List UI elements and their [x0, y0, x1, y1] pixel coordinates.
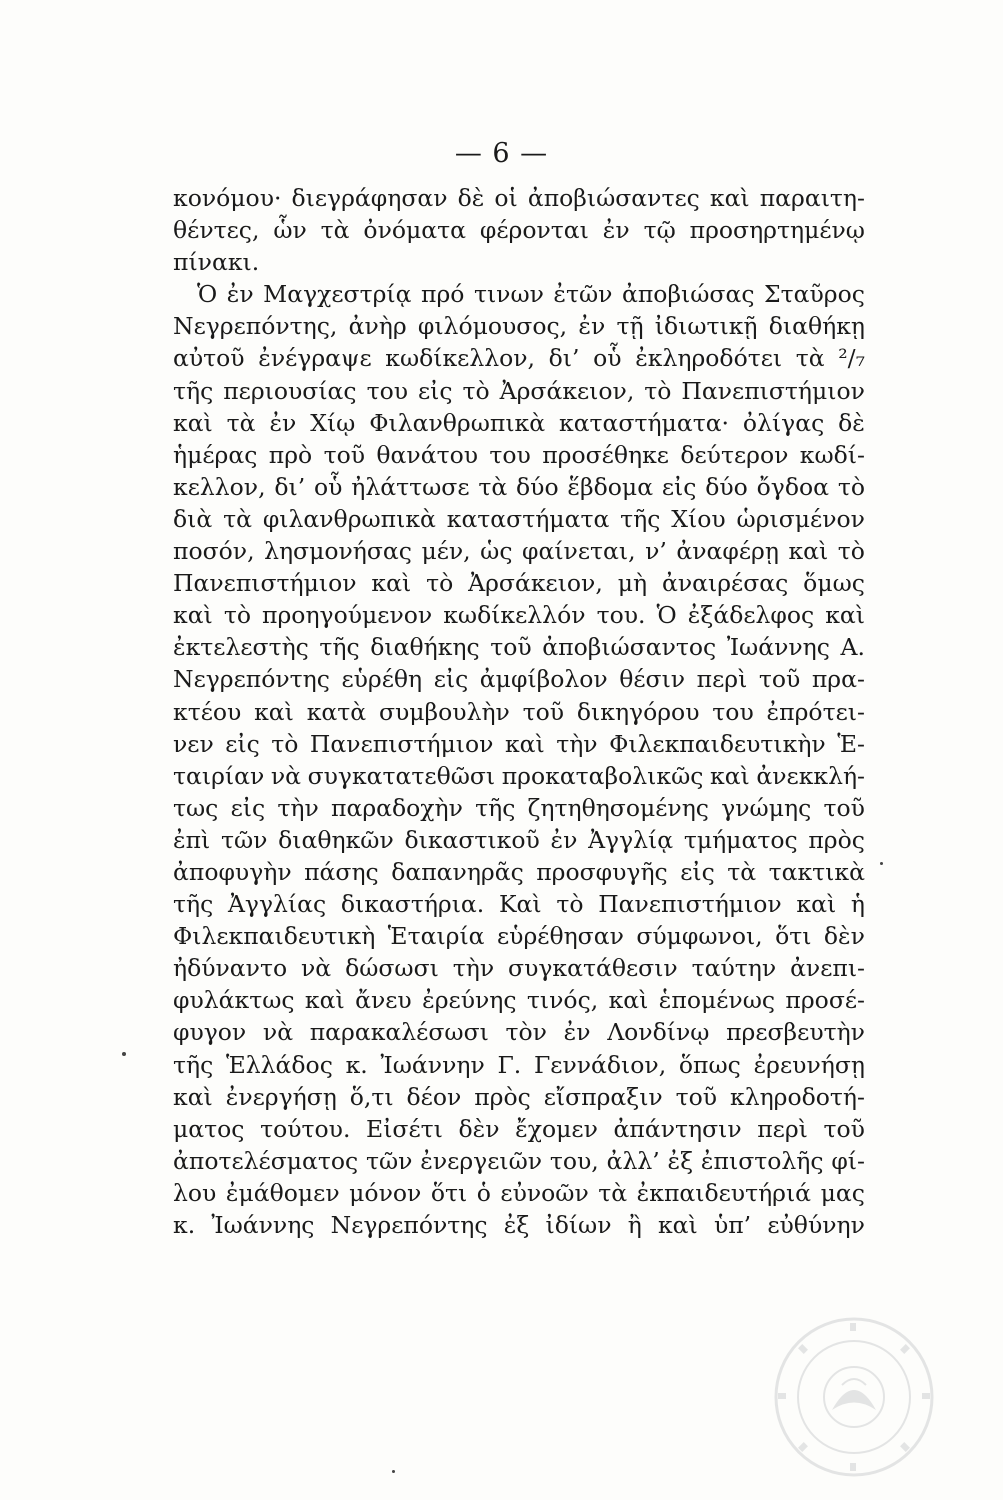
text-word: πρὸς: [474, 1082, 531, 1111]
text-word: δικηγόρου: [576, 697, 700, 726]
text-word: Πανεπιστήμιον: [309, 729, 494, 758]
text-word: ἐρευνήσῃ: [753, 1050, 865, 1079]
text-word: ²/₇: [838, 344, 865, 373]
text-word: προκαταβολικῶς: [501, 761, 704, 790]
text-line: [173, 278, 865, 310]
page-number: — 6 —: [454, 138, 549, 169]
text-word: εἰς: [680, 857, 715, 886]
text-word: νεν: [173, 729, 214, 758]
text-word: ἐτῶν: [553, 280, 613, 309]
text-word: ἐπρότει-: [766, 697, 865, 726]
text-line: [173, 1209, 865, 1241]
text-word: Σταῦρος: [764, 280, 865, 309]
text-word: ὅμως: [803, 569, 865, 598]
text-word: εὑρέθησαν: [497, 922, 624, 951]
text-word: εἴσπραξιν: [543, 1082, 663, 1111]
text-word: δώσωσι: [345, 954, 439, 983]
text-word: καταστήματα·: [559, 408, 730, 437]
text-line: [173, 663, 865, 695]
text-word: φαίνεται,: [522, 537, 636, 566]
text-word: καὶ: [304, 986, 345, 1015]
text-word: καὶ: [173, 1082, 213, 1111]
text-word: καὶ: [709, 184, 750, 212]
text-word: ἐν: [578, 312, 606, 341]
text-word: εὐνοῶν: [500, 1178, 589, 1207]
text-word: πρα-: [811, 665, 865, 694]
text-word: ἐν: [226, 280, 254, 309]
text-word: διεγράφησαν: [291, 184, 448, 212]
text-word: δι’: [274, 472, 306, 501]
text-word: δικαστικοῦ: [404, 825, 540, 854]
text-word: ματος: [173, 1114, 245, 1143]
text-word: τὸ: [837, 537, 865, 566]
text-line: [173, 952, 865, 984]
text-word: περιουσίας: [223, 376, 357, 405]
text-word: κωδίκελλόν: [443, 601, 586, 630]
text-word: ἀποβιώσας: [621, 280, 755, 309]
text-word: ἐνεργειῶν: [420, 1146, 543, 1175]
text-word: τὰ: [598, 1178, 628, 1207]
text-word: του: [366, 376, 408, 405]
text-word: θέντες,: [173, 216, 260, 245]
text-word: ἀναφέρῃ: [676, 537, 779, 566]
text-word: κελλον,: [173, 472, 266, 501]
text-word: φυγον: [173, 1018, 247, 1047]
text-word: τὰ: [727, 857, 757, 886]
text-word: ἐκτελεστὴς: [173, 633, 309, 662]
text-line: [173, 1016, 865, 1048]
text-word: Λονδίνῳ: [607, 1018, 710, 1047]
text-word: του,: [549, 1146, 599, 1175]
text-word: μόνον: [349, 1178, 422, 1207]
text-word: Ἀγγλίᾳ: [588, 825, 674, 854]
text-word: Ἀρσάκειον,: [499, 376, 635, 405]
text-word: Χίῳ: [310, 408, 356, 437]
text-word: Ἰωάννην: [380, 1050, 485, 1079]
text-word: τοῦ: [758, 665, 801, 694]
text-word: ἐν: [563, 1018, 591, 1047]
text-word: λησμονήσας: [264, 537, 412, 566]
text-word: ὑπ’: [713, 1211, 752, 1239]
text-word: Μαγχεστρίᾳ: [263, 280, 412, 309]
text-word: ἰδίων: [545, 1211, 612, 1239]
text-word: ὀνόματα: [363, 216, 467, 245]
text-word: ὧν: [273, 216, 307, 245]
text-word: Νεγρεπόντης,: [173, 312, 338, 341]
text-word: διαθηκῶν: [278, 825, 394, 854]
text-word: ὅ,τι: [349, 1082, 394, 1111]
text-word: τῆς: [173, 890, 214, 919]
text-word: ὅτι: [430, 1178, 468, 1207]
text-word: ν’: [645, 537, 667, 566]
text-word: ἕβδομα: [567, 472, 654, 501]
text-word: ἀνεπι-: [790, 954, 865, 983]
text-word: καὶ: [796, 890, 837, 919]
text-word: Ὁ: [197, 280, 218, 309]
text-word: εἰς: [230, 793, 266, 822]
text-word: σύμφωνοι,: [636, 922, 763, 951]
text-word: καταστήματα: [446, 504, 610, 533]
text-line: [173, 535, 865, 567]
text-word: τινός,: [526, 986, 599, 1015]
text-word: ἀποτελέσματος: [173, 1146, 359, 1175]
text-word: ὀλίγας: [742, 408, 825, 437]
text-word: Α.: [840, 633, 865, 662]
text-line: [173, 984, 865, 1016]
text-word: πάσης: [304, 857, 379, 886]
text-word: τούτου.: [260, 1114, 351, 1143]
text-word: καὶ: [608, 986, 649, 1015]
text-line: [173, 182, 865, 214]
text-word: ὡρισμένον: [736, 504, 865, 533]
text-word: τῶν: [366, 1146, 413, 1175]
text-word: οὗ: [314, 472, 343, 501]
text-word: τοῦ: [323, 440, 366, 469]
text-line: [173, 407, 865, 439]
text-word: ἐν: [602, 216, 630, 245]
text-word: ἀνεκκλή-: [756, 761, 865, 790]
text-line: [173, 375, 865, 407]
text-word: ἐν: [269, 408, 297, 437]
text-word: τοῦ: [823, 1114, 865, 1143]
text-word: καὶ: [825, 601, 865, 630]
text-word: κονόμου·: [173, 184, 282, 212]
text-word: νὰ: [262, 1018, 294, 1047]
text-word: περὶ: [696, 665, 748, 694]
text-line: [173, 439, 865, 471]
text-word: ἡμέρας: [173, 440, 258, 469]
text-word: διαθήκῃ: [768, 312, 865, 341]
text-word: Πανεπιστήμιον: [681, 376, 865, 405]
text-word: τὰ: [223, 504, 252, 533]
text-word: ὡς: [480, 537, 513, 566]
text-word: καὶ: [657, 1211, 698, 1239]
text-word: ἐπιστολῆς: [700, 1146, 824, 1175]
text-word: νὰ: [270, 761, 302, 790]
text-word: τως: [173, 793, 219, 822]
text-word: τὸν: [505, 1018, 547, 1047]
text-word: Πανεπιστήμιον: [598, 890, 782, 919]
text-word: ὄγδοα: [756, 472, 830, 501]
text-word: τὸ: [556, 890, 584, 919]
text-word: τῆς: [173, 376, 214, 405]
text-word: φιλανθρωπικὰ: [262, 504, 436, 533]
text-line: [173, 1081, 865, 1113]
text-word: κωδί-: [799, 440, 865, 469]
text-word: καὶ: [371, 569, 412, 598]
text-word: τῇ: [616, 312, 644, 341]
text-word: νὰ: [301, 954, 332, 983]
library-stamp-seal: [772, 1315, 937, 1480]
text-word: ὅπως: [678, 1050, 741, 1079]
text-word: διαθήκης: [370, 633, 480, 662]
text-word: καὶ: [173, 408, 213, 437]
text-word: λου: [173, 1178, 217, 1207]
text-word: θέσιν: [619, 665, 686, 694]
text-word: φέρονται: [479, 216, 589, 245]
text-line: [173, 856, 865, 888]
text-word: κ.: [173, 1211, 196, 1239]
text-word: καὶ: [173, 601, 213, 630]
text-word: τὴν: [556, 729, 598, 758]
text-word: του: [489, 440, 531, 469]
text-word: δι’: [548, 344, 580, 373]
text-word: ἀπάντησιν: [613, 1114, 742, 1143]
text-word: προηγούμενον: [262, 601, 433, 630]
text-line: [173, 471, 865, 503]
text-word: ἐκπαιδευτήριά: [636, 1178, 812, 1207]
text-word: ὅτι: [775, 922, 812, 951]
text-line: [173, 696, 865, 728]
text-word: κ.: [345, 1050, 368, 1079]
text-word: τακτικὰ: [768, 857, 865, 886]
text-word: Ἑταιρία: [387, 922, 485, 951]
text-word: προσηρτημένῳ: [689, 216, 865, 245]
text-word: συγκατάθεσιν: [508, 954, 678, 983]
scan-speck: [392, 1470, 395, 1473]
text-line: [173, 1049, 865, 1081]
text-word: πρό: [421, 280, 465, 309]
text-word: ἰδιωτικῇ: [654, 312, 758, 341]
text-word: τῷ: [643, 216, 676, 245]
text-word: Ἀρσάκειον,: [468, 569, 603, 598]
text-word: ἠδύναντο: [173, 954, 288, 983]
text-word: τῶν: [220, 825, 268, 854]
text-word: συμβουλὴν: [378, 697, 510, 726]
text-word: Γεννάδιον,: [533, 1050, 667, 1079]
text-word: τοῦ: [823, 793, 865, 822]
text-word: ἐμάθομεν: [225, 1178, 340, 1207]
text-word: Φιλανθρωπικὰ: [369, 408, 546, 437]
text-word: δέον: [406, 1082, 462, 1111]
text-word: ἀλλ’: [606, 1146, 660, 1175]
text-word: μας: [820, 1178, 865, 1207]
text-word: του: [712, 697, 754, 726]
text-word: τὴν: [277, 793, 319, 822]
text-word: ποσόν,: [173, 537, 255, 566]
text-word: κτέου: [173, 697, 242, 726]
text-word: τῆς: [620, 504, 661, 533]
text-word: Χίου: [671, 504, 726, 533]
text-word: τὸ: [223, 601, 251, 630]
text-word: Καὶ: [498, 890, 542, 919]
text-word: τὸ: [462, 376, 490, 405]
text-word: τμήματος: [683, 825, 798, 854]
text-word: τὸ: [271, 729, 299, 758]
text-word: ἐκληροδότει: [635, 344, 783, 373]
text-word: περὶ: [757, 1114, 808, 1143]
text-word: καὶ: [710, 761, 750, 790]
text-line: [173, 728, 865, 760]
text-word: Νεγρεπόντης: [173, 665, 330, 694]
text-word: Ἑ-: [837, 729, 865, 758]
text-word: ἐν: [550, 825, 578, 854]
text-word: παραιτη-: [759, 184, 865, 212]
text-word: Γ.: [497, 1050, 522, 1079]
text-word: δὲν: [823, 922, 865, 951]
text-word: τὰ: [478, 472, 508, 501]
text-word: ἀναιρέσας: [661, 569, 789, 598]
text-word: πρὸς: [808, 825, 865, 854]
text-word: ἐρεύνης: [422, 986, 517, 1015]
text-word: διὰ: [173, 504, 213, 533]
text-word: καὶ: [254, 697, 294, 726]
text-word: ἐνέγραψε: [258, 344, 372, 373]
text-word: ἢ: [627, 1211, 642, 1239]
text-word: τοῦ: [490, 633, 532, 662]
text-word: εὐθύνην: [767, 1211, 865, 1239]
text-word: τῆς: [319, 633, 360, 662]
text-word: ἄνευ: [355, 986, 412, 1015]
text-word: Ὁ: [656, 601, 677, 630]
text-word: Ἰωάννης: [211, 1211, 315, 1239]
text-line: [173, 214, 865, 246]
text-word: ἀποβιώσαντες: [527, 184, 700, 212]
text-line: [173, 599, 865, 631]
scan-speck: [122, 1052, 126, 1056]
text-word: εἰς: [433, 665, 469, 694]
text-word: ἡ: [850, 890, 865, 919]
text-word: τὸ: [644, 376, 672, 405]
text-line: [173, 824, 865, 856]
text-word: δὲ: [838, 408, 865, 437]
text-word: ἑπομένως: [658, 986, 776, 1015]
text-word: τὴν: [452, 954, 495, 983]
text-word: δικαστήρια.: [340, 890, 485, 919]
text-word: Ἰωάννης: [726, 633, 830, 662]
text-word: φιλόμουσος,: [417, 312, 568, 341]
text-word: Εἰσέτι: [366, 1114, 443, 1143]
text-word: παραδοχὴν: [331, 793, 463, 822]
text-word: Ἀγγλίας: [227, 890, 327, 919]
text-word: τῆς: [475, 793, 516, 822]
text-word: ἐξάδελφος: [687, 601, 815, 630]
text-word: μέν,: [421, 537, 471, 566]
text-line: [173, 888, 865, 920]
text-word: μὴ: [617, 569, 648, 598]
text-line: [173, 792, 865, 824]
text-line: [173, 567, 865, 599]
text-word: τὸ: [426, 569, 454, 598]
text-word: εἰς: [661, 472, 697, 501]
text-word: τοῦ: [522, 697, 565, 726]
text-word: φυλάκτως: [173, 986, 295, 1015]
text-word: τοῦ: [675, 1082, 718, 1111]
text-word: δαπανηρᾶς: [391, 857, 524, 886]
text-word: τῆς: [173, 1050, 214, 1079]
text-word: καὶ: [504, 729, 545, 758]
text-word: τὸ: [837, 472, 865, 501]
text-word: ἐνεργήσῃ: [225, 1082, 337, 1111]
text-word: Πανεπιστήμιον: [173, 569, 357, 598]
text-word: τὰ: [320, 216, 350, 245]
scan-speck: [880, 862, 883, 865]
text-line: [173, 310, 865, 342]
text-word: οὗ: [593, 344, 622, 373]
text-word: κληροδοτή-: [730, 1082, 865, 1111]
text-line: [173, 760, 865, 792]
text-word: Νεγρεπόντης: [330, 1211, 488, 1239]
text-word: προσέθηκε: [542, 440, 669, 469]
text-word: εὑρέθη: [341, 665, 423, 694]
text-word: ταιρίαν: [173, 761, 265, 790]
text-line: [173, 920, 865, 952]
text-word: ἀποβιώσαντος: [542, 633, 717, 662]
text-word: ὁ: [476, 1178, 491, 1207]
text-word: ἔχομεν: [515, 1114, 598, 1143]
text-word: κατὰ: [306, 697, 367, 726]
text-line: [173, 246, 865, 278]
text-word: δεύτερον: [680, 440, 789, 469]
text-word: ἀποφυγὴν: [173, 857, 292, 886]
body-text: [173, 182, 865, 1241]
text-word: εἰς: [225, 729, 260, 758]
text-word: προσφυγῆς: [536, 857, 668, 886]
text-word: προσέ-: [785, 986, 865, 1015]
text-line: [173, 1145, 865, 1177]
text-word: Φιλεκπαιδευτικὴν: [609, 729, 826, 758]
text-word: οἱ: [494, 184, 518, 212]
text-word: ἐξ: [503, 1211, 530, 1239]
text-word: Φιλεκπαιδευτικὴ: [173, 922, 376, 951]
text-word: κωδίκελλον,: [385, 344, 536, 373]
text-word: ἠλάττωσε: [351, 472, 470, 501]
text-word: ἀμφίβολον: [479, 665, 608, 694]
text-word: αὐτοῦ: [173, 344, 245, 373]
text-word: γνώμης: [721, 793, 812, 822]
text-word: πίνακι.: [173, 248, 260, 277]
text-word: παρακαλέσωσι: [309, 1018, 489, 1047]
text-word: ἐξ: [667, 1146, 694, 1175]
text-word: καὶ: [788, 537, 829, 566]
text-word: τὰ: [795, 344, 825, 373]
text-word: εἰς: [417, 376, 453, 405]
text-word: ταύτην: [691, 954, 777, 983]
text-line: [173, 1113, 865, 1145]
text-word: θανάτου: [376, 440, 479, 469]
text-word: τὰ: [226, 408, 256, 437]
text-word: ζητηθησομένης: [527, 793, 709, 822]
text-line: [173, 1177, 865, 1209]
text-word: Ἑλλάδος: [225, 1050, 333, 1079]
text-word: πρὸ: [268, 440, 313, 469]
text-line: [173, 342, 865, 374]
text-word: συγκατατεθῶσι: [307, 761, 496, 790]
text-word: φί-: [831, 1146, 865, 1175]
text-line: [173, 503, 865, 535]
text-word: τινων: [473, 280, 544, 309]
text-word: του.: [596, 601, 646, 630]
text-word: ἀνὴρ: [348, 312, 407, 341]
text-word: ἐπὶ: [173, 825, 211, 854]
text-word: δὲν: [458, 1114, 500, 1143]
text-word: δύο: [516, 472, 559, 501]
text-word: πρεσβευτὴν: [726, 1018, 865, 1047]
text-line: [173, 631, 865, 663]
text-word: δὲ: [457, 184, 485, 212]
text-word: δύο: [705, 472, 748, 501]
